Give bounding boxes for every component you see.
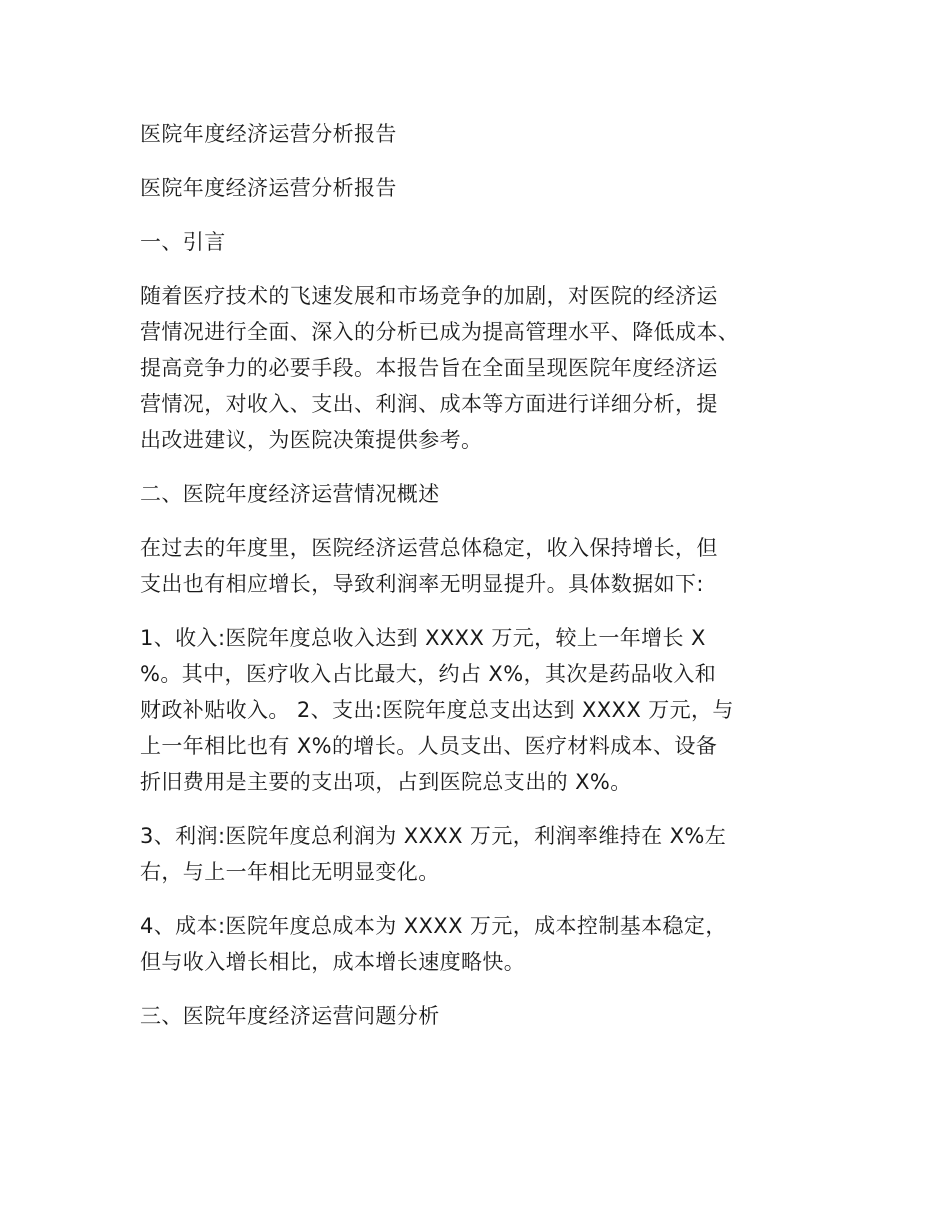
document-subtitle: 医院年度经济运营分析报告 bbox=[140, 176, 397, 200]
paragraph-line: 营情况，对收入、支出、利润、成本等方面进行详细分析，提 bbox=[140, 392, 718, 416]
paragraph-line: 出改进建议，为医院决策提供参考。 bbox=[140, 428, 483, 452]
overview-intro-paragraph bbox=[140, 530, 812, 602]
paragraph-line: 在过去的年度里，医院经济运营总体稳定，收入保持增长，但 bbox=[140, 536, 718, 560]
paragraph-line: 4、成本:医院年度总成本为 XXXX 万元，成本控制基本稳定， bbox=[140, 914, 727, 938]
paragraph-line: 上一年相比也有 X%的增长。人员支出、医疗材料成本、设备 bbox=[140, 734, 718, 758]
paragraph-line: 3、利润:医院年度总利润为 XXXX 万元，利润率维持在 X%左 bbox=[140, 824, 727, 848]
paragraph-line: 支出也有相应增长，导致利润率无明显提升。具体数据如下: bbox=[140, 572, 704, 596]
cost-paragraph bbox=[140, 908, 812, 980]
income-expense-paragraph bbox=[140, 620, 812, 800]
document-page bbox=[140, 116, 812, 1052]
paragraph-line: 提高竞争力的必要手段。本报告旨在全面呈现医院年度经济运 bbox=[140, 356, 718, 380]
introduction-paragraph bbox=[140, 278, 812, 458]
paragraph-line: 随着医疗技术的飞速发展和市场竞争的加剧，对医院的经济运 bbox=[140, 284, 718, 308]
paragraph-line: 右，与上一年相比无明显变化。 bbox=[140, 860, 440, 884]
paragraph-line: 折旧费用是主要的支出项，占到医院总支出的 X%。 bbox=[140, 770, 632, 794]
paragraph-line: 财政补贴收入。 2、支出:医院年度总支出达到 XXXX 万元，与 bbox=[140, 698, 734, 722]
paragraph-line: 营情况进行全面、深入的分析已成为提高管理水平、降低成本、 bbox=[140, 320, 740, 344]
paragraph-line: 但与收入增长相比，成本增长速度略快。 bbox=[140, 950, 526, 974]
document-title: 医院年度经济运营分析报告 bbox=[140, 122, 397, 146]
profit-paragraph bbox=[140, 818, 812, 890]
paragraph-line: %。其中，医疗收入占比最大，约占 X%，其次是药品收入和 bbox=[140, 662, 717, 686]
section-heading-introduction: 一、引言 bbox=[140, 230, 226, 254]
paragraph-line: 1、收入:医院年度总收入达到 XXXX 万元，较上一年增长 X bbox=[140, 626, 706, 650]
section-heading-problems: 三、医院年度经济运营问题分析 bbox=[140, 1004, 440, 1028]
section-heading-overview: 二、医院年度经济运营情况概述 bbox=[140, 482, 440, 506]
